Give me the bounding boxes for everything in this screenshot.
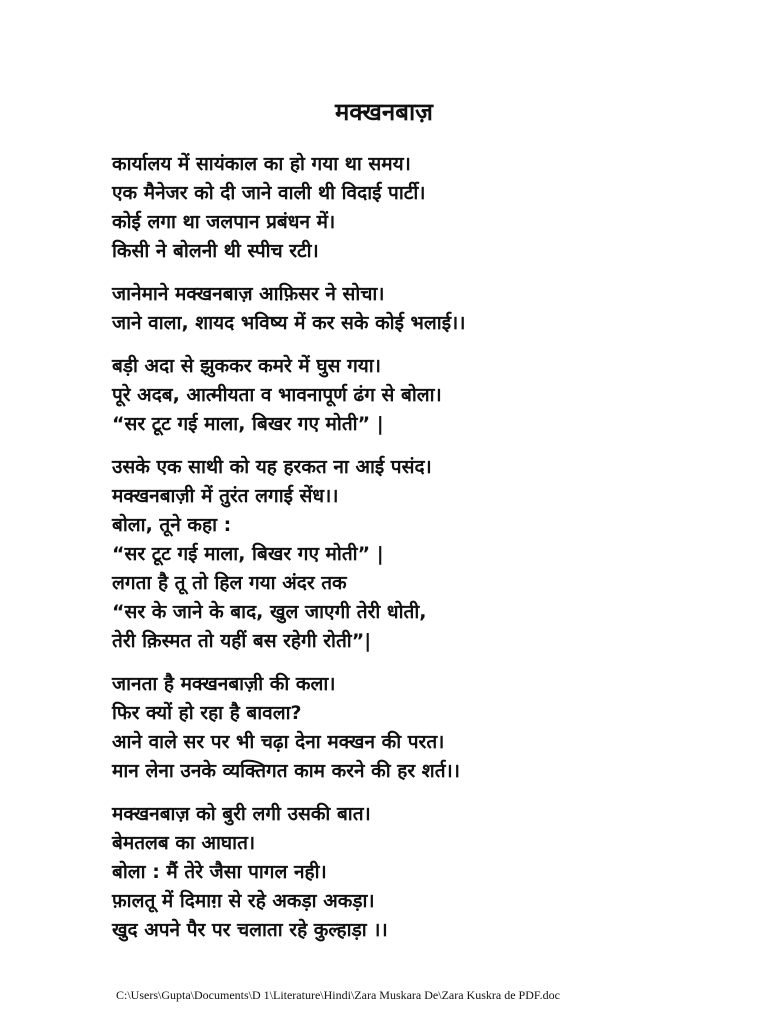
poem-line: खुद अपने पैर पर चलाता रहे कुल्हाड़ा ।। xyxy=(112,919,388,941)
poem-line: कार्यालय में सायंकाल का हो गया था समय। xyxy=(112,153,411,175)
poem-line: बोला : मैं तेरे जैसा पागल नही। xyxy=(112,861,327,883)
poem-line: मान लेना उनके व्यक्तिगत काम करने की हर शर्त।। xyxy=(112,760,460,782)
poem-line: एक मैनेजर को दी जाने वाली थी विदाई पार्टी। xyxy=(112,182,426,204)
poem-line: बेमतलब का आघात। xyxy=(112,832,256,854)
poem-line: जानेमाने मक्खनबाज़ आफ़िसर ने सोचा। xyxy=(112,283,385,305)
poem-line: बोला, तूने कहा : xyxy=(112,514,232,536)
poem-body xyxy=(112,150,752,959)
poem-line: “सर टूट गई माला, बिखर गए मोती” | xyxy=(112,413,384,435)
poem-line: तेरी क़िस्मत तो यहीं बस रहेगी रोती”| xyxy=(112,630,372,652)
poem-line: आने वाले सर पर भी चढ़ा देना मक्खन की परत। xyxy=(112,731,445,753)
poem-line: मक्खनबाज़ी में तुरंत लगाई सेंध।। xyxy=(112,485,339,507)
poem-line: उसके एक साथी को यह हरकत ना आई पसंद। xyxy=(112,456,432,478)
poem-line: जाने वाला, शायद भविष्य में कर सके कोई भलाई।। xyxy=(112,312,466,334)
stanza-3 xyxy=(112,352,752,439)
stanza-4 xyxy=(112,453,752,656)
poem-line: लगता है तू तो हिल गया अंदर तक xyxy=(112,572,347,594)
stanza-6 xyxy=(112,800,752,945)
poem-line: मक्खनबाज़ को बुरी लगी उसकी बात। xyxy=(112,803,371,825)
poem-title: मक्खनबाज़ xyxy=(335,98,433,126)
poem-line: “सर टूट गई माला, बिखर गए मोती” | xyxy=(112,543,384,565)
poem-line: फ़ालतू में दिमाग़ से रहे अकड़ा अकड़ा। xyxy=(112,890,375,912)
stanza-1 xyxy=(112,150,752,266)
stanza-5 xyxy=(112,670,752,786)
poem-line: पूरे अदब, आत्मीयता व भावनापूर्ण ढंग से बोला। xyxy=(112,384,442,406)
poem-line: बड़ी अदा से झुककर कमरे में घुस गया। xyxy=(112,355,381,377)
poem-line: किसी ने बोलनी थी स्पीच रटी। xyxy=(112,240,319,262)
poem-line: फिर क्यों हो रहा है बावला? xyxy=(112,702,302,724)
stanza-2 xyxy=(112,280,752,338)
poem-line: “सर के जाने के बाद, खुल जाएगी तेरी धोती, xyxy=(112,601,427,623)
poem-line: कोई लगा था जलपान प्रबंधन में। xyxy=(112,211,336,233)
file-path-footer: C:\Users\Gupta\Documents\D 1\Literature\Hindi\Zara Muskara De\Zara Kuskra de PDF.doc xyxy=(116,988,560,1002)
poem-line: जानता है मक्खनबाज़ी की कला। xyxy=(112,673,336,695)
